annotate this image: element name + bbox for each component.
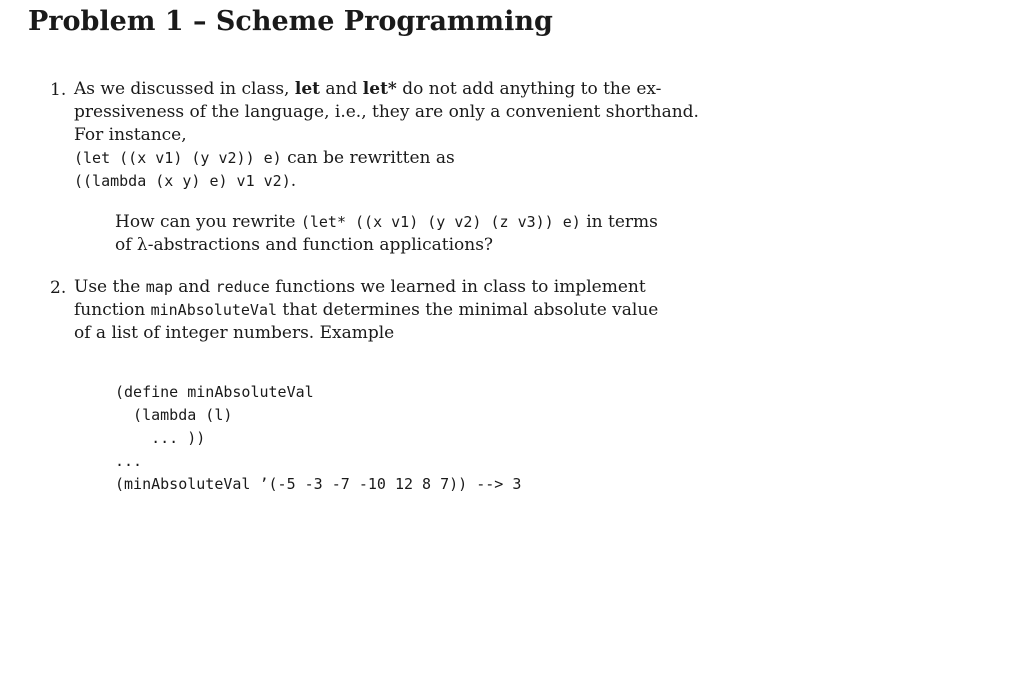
problem2-line2 (74, 299, 658, 322)
problem2-line3: of a list of integer numbers. Example (74, 323, 395, 343)
item-number-2: 2. (50, 278, 67, 298)
problem1-text: . (290, 171, 297, 191)
problem2-text: function (74, 300, 151, 320)
problem2-text: that determines the minimal absolute value (277, 300, 659, 320)
code-line: (define minAbsoluteVal (115, 383, 314, 401)
code-line: ... )) (115, 429, 206, 447)
problem1-line4 (74, 147, 455, 170)
problem2-line1 (74, 276, 646, 299)
code-line: (lambda (l) (115, 406, 233, 424)
problem1-line2: pressiveness of the language, i.e., they are only a convenient shorthand. (74, 102, 699, 122)
code-lambda-example: ((lambda (x y) e) v1 v2) (74, 172, 291, 190)
problem1-line5 (74, 170, 296, 193)
letstar-keyword: let* (362, 79, 397, 99)
let-keyword: let (294, 79, 321, 99)
question-text: in terms (580, 212, 658, 232)
problem1-text: and (320, 79, 363, 99)
page-title: Problem 1 – Scheme Programming (28, 6, 553, 37)
problem2-text: functions we learned in class to implement (269, 277, 646, 297)
map-keyword: map (145, 278, 173, 296)
problem1-line3: For instance, (74, 125, 187, 145)
function-name: minAbsoluteVal (150, 301, 278, 319)
question-text: How can you rewrite (115, 212, 301, 232)
code-letstar-question: (let* ((x v1) (y v2) (z v3)) e) (300, 213, 581, 231)
problem1-text: can be rewritten as (281, 148, 455, 168)
problem1-question-line1 (115, 211, 658, 234)
item-number-1: 1. (50, 80, 67, 100)
code-line: (minAbsoluteVal ’(-5 -3 -7 -10 12 8 7)) --> 3 (115, 475, 522, 493)
problem2-text: and (172, 277, 216, 297)
reduce-keyword: reduce (215, 278, 270, 296)
problem1-question-line2: of λ-abstractions and function applications? (115, 235, 494, 255)
problem1-line1 (74, 78, 661, 101)
code-let-example: (let ((x v1) (y v2)) e) (74, 149, 282, 167)
code-line: ... (115, 452, 143, 470)
problem1-text: As we discussed in class, (74, 79, 295, 99)
problem2-text: Use the (74, 277, 146, 297)
problem1-text: do not add anything to the ex- (396, 79, 662, 99)
